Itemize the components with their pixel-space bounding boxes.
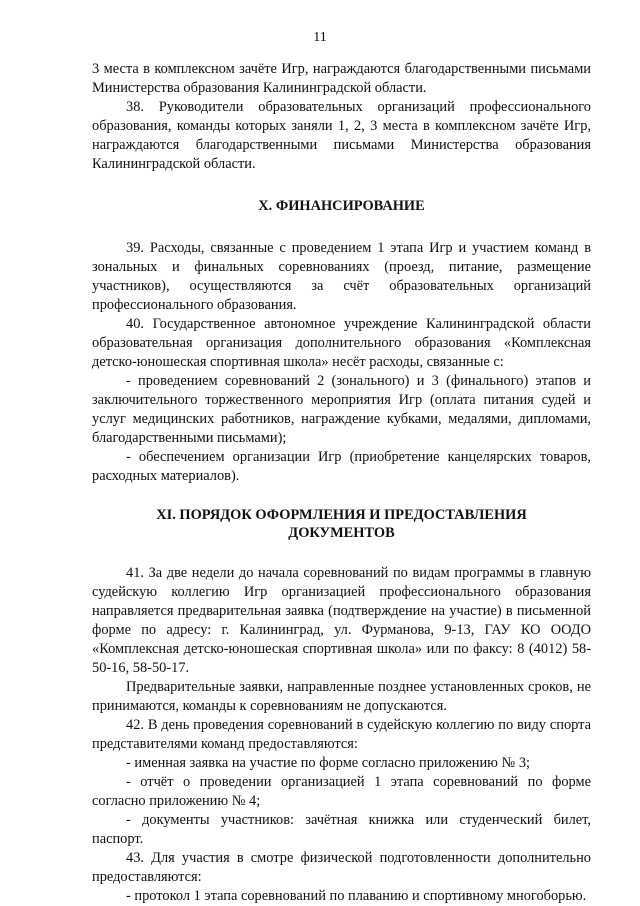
paragraph-42-item-1: - именная заявка на участие по форме согласно приложению № 3; (126, 755, 531, 771)
paragraph-40: 40. Государственное автономное учреждение Калининградской области образовательная организация дополнительного образования «Комплексная детско-юношеская спортивная школа» несёт расходы, связанные с: (92, 316, 591, 370)
paragraph-42-item-2: - отчёт о проведении организацией 1 этапа соревнований по форме согласно приложению № 4; (92, 774, 591, 809)
paragraph-41-note: Предварительные заявки, направленные позднее установленных сроков, не принимаются, команды к соревнованиям не допускаются. (92, 679, 591, 714)
paragraph-42: 42. В день проведения соревнований в судейскую коллегию по виду спорта представителями команд предоставляются: (92, 717, 591, 752)
paragraph-37-end: 3 места в комплексном зачёте Игр, награждаются благодарственными письмами Министерства образования Калининградской области. (92, 61, 591, 96)
paragraph-41: 41. За две недели до начала соревнований по видам программы в главную судейскую коллегию Игр организацией профессионального образования направляется предварительная заявка (подтверждение на участие) в письменной форме по адресу: г. Калининград, ул. Фурманова, 9-13, ГАУ КО ООДО «Комплексная детско-юношеская спортивная школа» или по факсу: 8 (4012) 58-50-16, 58-50-17. (92, 565, 591, 676)
section-heading-documents-line2: ДОКУМЕНТОВ (288, 525, 395, 541)
page-number: 11 (313, 30, 327, 45)
paragraph-40-item-2: - обеспечением организации Игр (приобретение канцелярских товаров, расходных материалов). (92, 449, 591, 484)
section-heading-documents-line1: XI. ПОРЯДОК ОФОРМЛЕНИЯ И ПРЕДОСТАВЛЕНИЯ (156, 507, 527, 523)
document-body (92, 60, 591, 906)
paragraph-38: 38. Руководители образовательных организаций профессионального образования, команды которых заняли 1, 2, 3 места в комплексном зачёте Игр, награждаются благодарственными письмами Министерства образования Калининградской области. (92, 99, 591, 172)
section-heading-documents (92, 506, 591, 542)
section-heading-financing: X. ФИНАНСИРОВАНИЕ (258, 198, 425, 214)
paragraph-43: 43. Для участия в смотре физической подготовленности дополнительно предоставляются: (92, 850, 591, 885)
paragraph-39: 39. Расходы, связанные с проведением 1 этапа Игр и участием команд в зональных и финальных соревнованиях (проезд, питание, размещение участников), осуществляются за счёт образовательных организаций профессионального образования. (92, 240, 591, 313)
paragraph-42-item-3: - документы участников: зачётная книжка или студенческий билет, паспорт. (92, 812, 591, 847)
paragraph-43-item-1: - протокол 1 этапа соревнований по плаванию и спортивному многоборью. (126, 888, 587, 904)
paragraph-40-item-1: - проведением соревнований 2 (зонального) и 3 (финального) этапов и заключительного торжественного мероприятия Игр (оплата питания судей и услуг медицинских работников, награждение кубками, медалями, дипломами, благодарственными письмами); (92, 373, 591, 446)
